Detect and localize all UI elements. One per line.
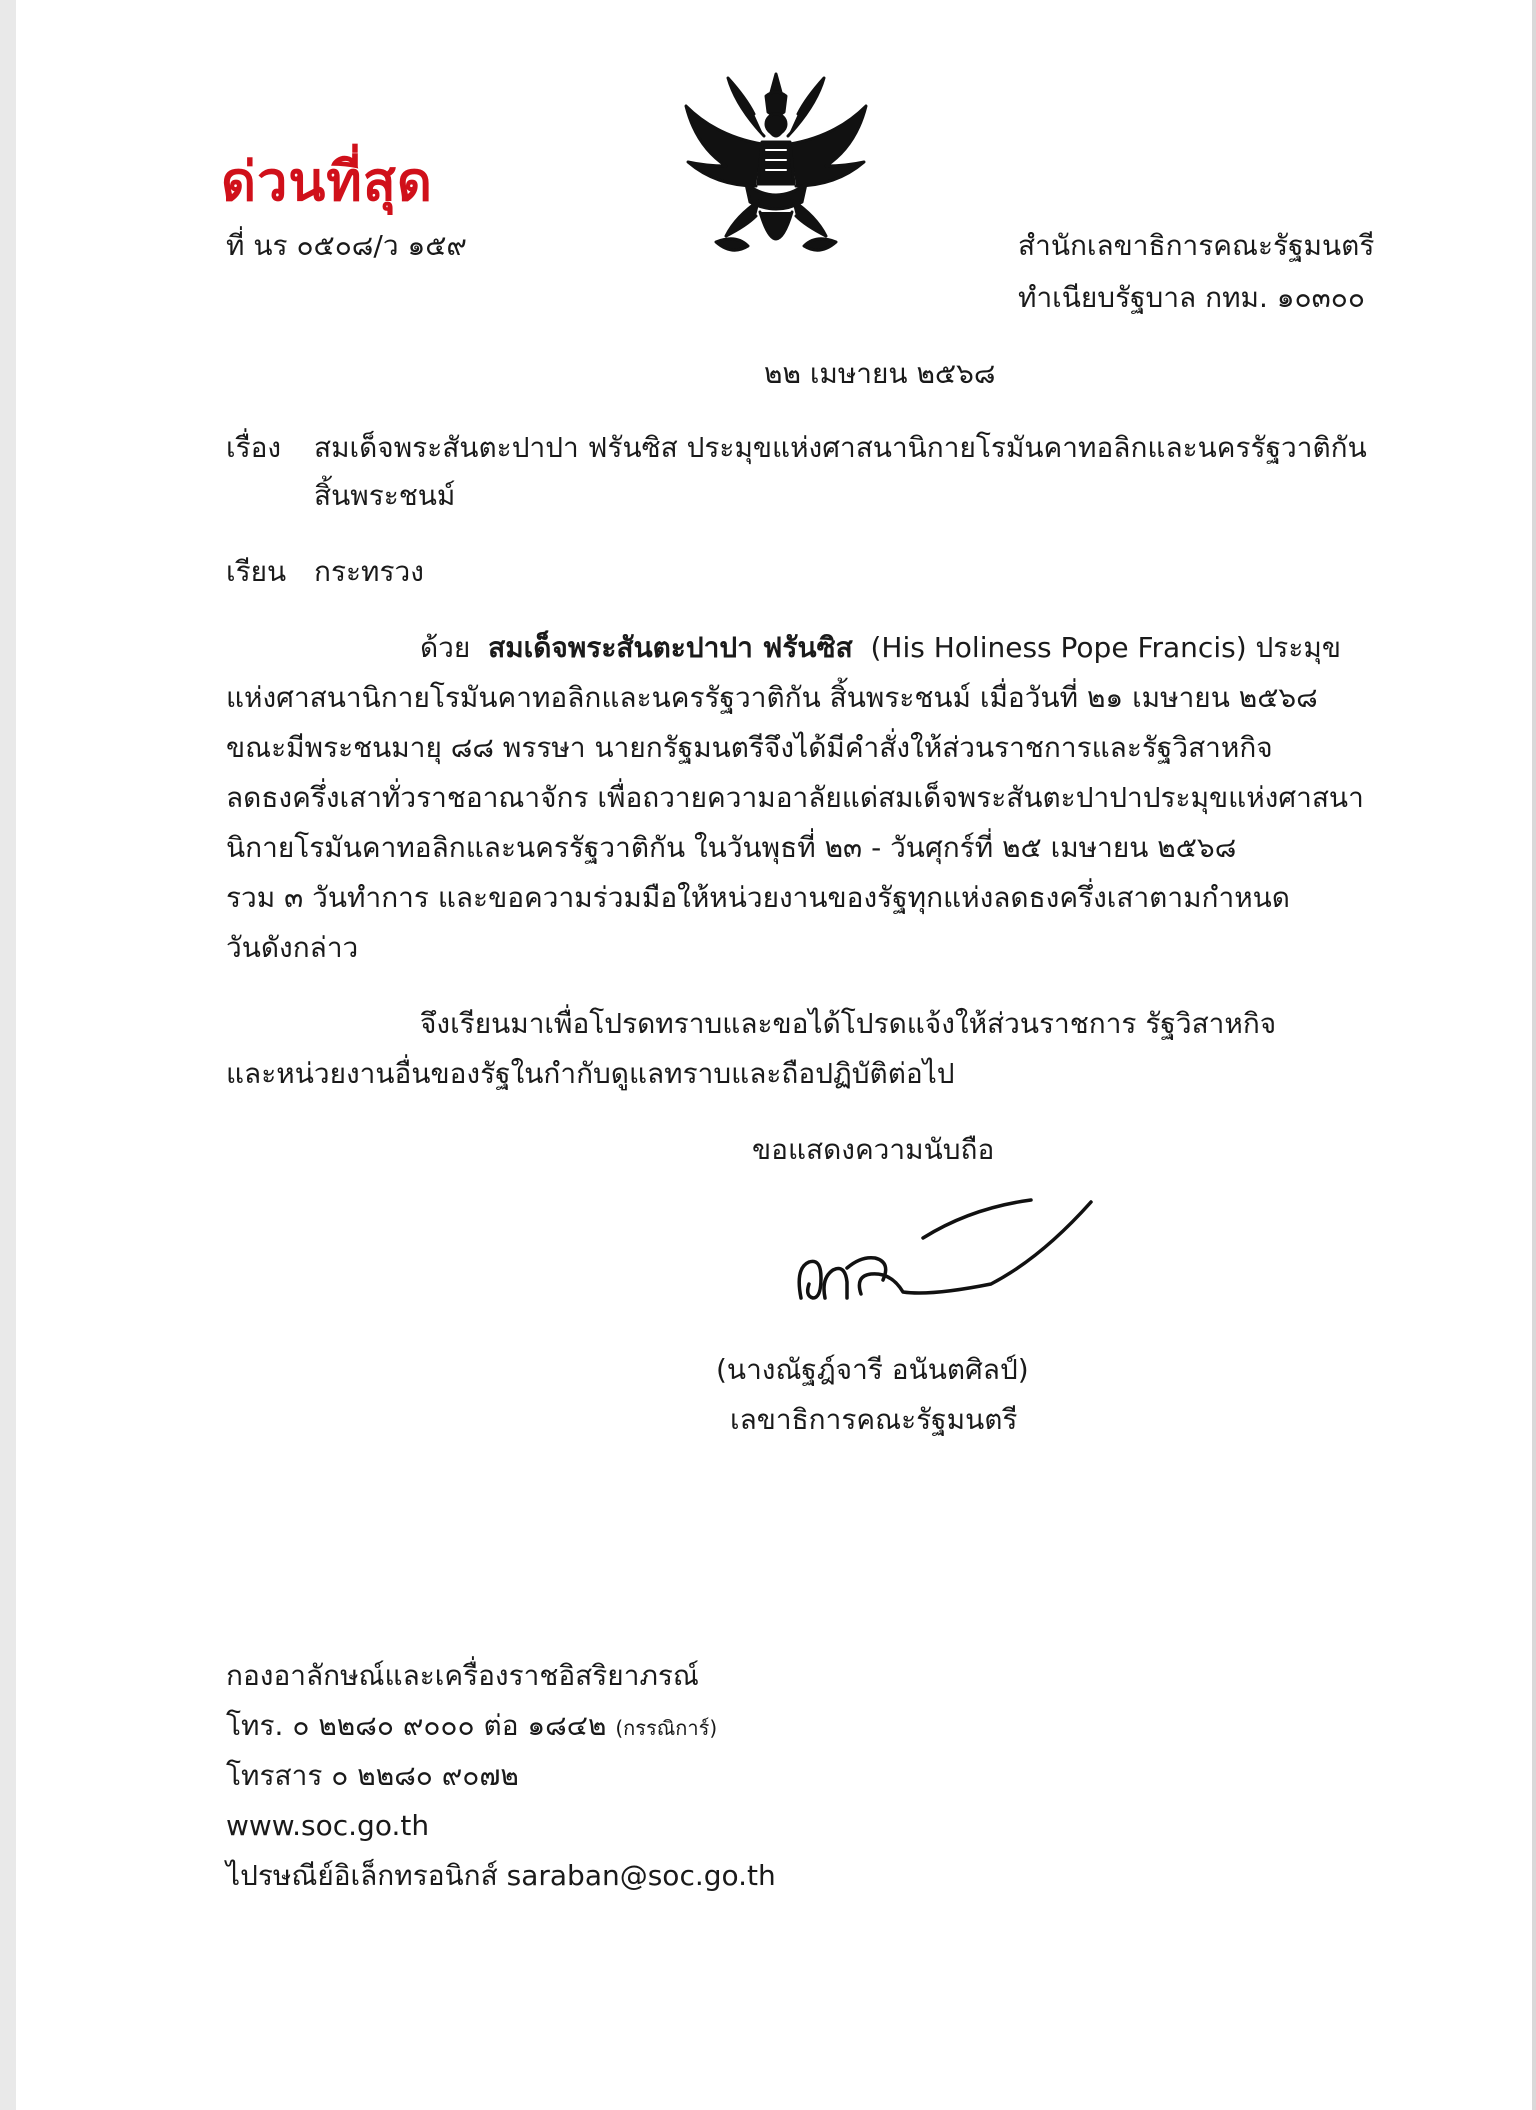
subject-line-1: สมเด็จพระสันตะปาปา ฟรันซิส ประมุขแห่งศาสนานิกายโรมันคาทอลิกและนครรัฐวาติกัน [314,431,1367,464]
para1-line-1 [420,628,1341,668]
para1-line-3: ขณะมีพระชนมายุ ๘๘ พรรษา นายกรัฐมนตรีจึงได้มีคำสั่งให้ส่วนราชการและรัฐวิสาหกิจ [226,731,1273,764]
contact-tel-note: (กรรณิการ์) [615,1716,718,1740]
para1-lead: ด้วย [420,631,471,664]
para1-line-6: รวม ๓ วันทำการ และขอความร่วมมือให้หน่วยงานของรัฐทุกแห่งลดธงครึ่งเสาตามกำหนด [226,881,1290,914]
document-date: ๒๒ เมษายน ๒๕๖๘ [764,357,996,390]
salutation-label: เรียน [226,555,287,588]
contact-division: กองอาลักษณ์และเครื่องราชอิสริยาภรณ์ [226,1659,699,1692]
garuda-emblem-icon [676,66,876,266]
para1-line-4: ลดธงครึ่งเสาทั่วราชอาณาจักร เพื่อถวายความอาลัยแด่สมเด็จพระสันตะปาปาประมุขแห่งศาสนา [226,781,1364,814]
subject-label: เรื่อง [226,431,282,464]
contact-email[interactable]: ไปรษณีย์อิเล็กทรอนิกส์ saraban@soc.go.th [226,1859,776,1892]
reference-number: ที่ นร ๐๕๐๘/ว ๑๕๙ [226,229,467,262]
para1-line-5: นิกายโรมันคาทอลิกและนครรัฐวาติกัน ในวันพุธที่ ๒๓ - วันศุกร์ที่ ๒๕ เมษายน ๒๕๖๘ [226,831,1237,864]
closing-phrase: ขอแสดงความนับถือ [752,1133,995,1166]
urgency-label: ด่วนที่สุด [221,150,433,213]
subject-line-2: สิ้นพระชนม์ [314,479,456,512]
document-page [16,0,1532,2110]
signer-name: (นางณัฐฎ์จารี อนันตศิลป์) [716,1353,1029,1386]
contact-website-link[interactable]: www.soc.go.th [226,1809,430,1842]
para1-line-2: แห่งศาสนานิกายโรมันคาทอลิกและนครรัฐวาติกัน สิ้นพระชนม์ เมื่อวันที่ ๒๑ เมษายน ๒๕๖๘ [226,681,1318,714]
salutation-recipient: กระทรวง [314,555,424,588]
pope-name: สมเด็จพระสันตะปาปา ฟรันซิส [488,631,853,664]
handwritten-signature [791,1198,1111,1318]
para1-line-1-rest: (His Holiness Pope Francis) ประมุข [870,631,1341,664]
sender-address: ทำเนียบรัฐบาล กทม. ๑๐๓๐๐ [1018,281,1365,314]
contact-tel-number: โทร. ๐ ๒๒๘๐ ๙๐๐๐ ต่อ ๑๘๔๒ [226,1709,607,1742]
left-frame-edge [0,0,16,2110]
para1-line-7: วันดังกล่าว [226,931,359,964]
contact-fax: โทรสาร ๐ ๒๒๘๐ ๙๐๗๒ [226,1759,519,1792]
sender-office: สำนักเลขาธิการคณะรัฐมนตรี [1018,229,1375,262]
para2-line-1: จึงเรียนมาเพื่อโปรดทราบและขอได้โปรดแจ้งให้ส่วนราชการ รัฐวิสาหกิจ [420,1007,1277,1040]
right-frame-edge [1532,0,1536,2110]
para2-line-2: และหน่วยงานอื่นของรัฐในกำกับดูแลทราบและถือปฏิบัติต่อไป [226,1057,955,1090]
signer-position: เลขาธิการคณะรัฐมนตรี [730,1403,1018,1436]
contact-telephone [226,1706,717,1748]
